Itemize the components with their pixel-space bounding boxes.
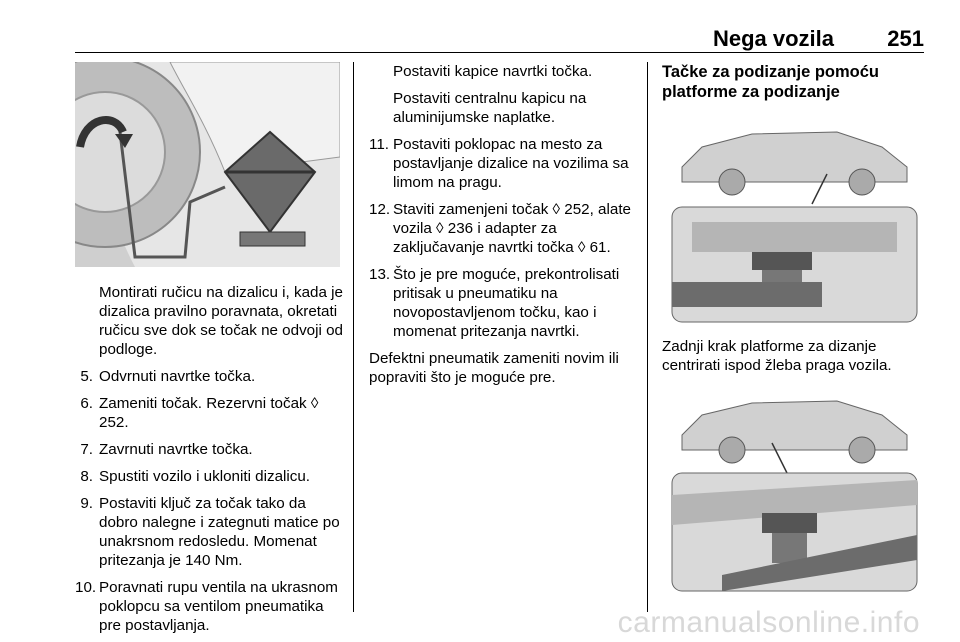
lift-caption: Zadnji krak platforme za dizanje centrirati ispod žleba praga vozila. — [662, 338, 892, 374]
step-text: Zavrnuti navrtke točka. — [99, 441, 253, 458]
steps-list-middle — [369, 135, 639, 341]
step-text: Poravnati rupu ventila na ukrasnom poklopcu sa ventilom pneumatika pre postavljanja. — [99, 579, 338, 634]
step-item — [369, 265, 639, 341]
step-number: 6. — [80, 395, 93, 412]
step-number: 12. — [369, 201, 391, 218]
step-text: Što je pre moguće, prekontrolisati pritisak u pneumatiku na novopostavljenom točku, kao i momenat pritezanja navrtki. — [393, 266, 620, 340]
page-header — [75, 22, 924, 53]
step-text: Odvrnuti navrtke točka. — [99, 368, 256, 385]
section-title: Nega vozila — [712, 26, 834, 51]
step-text: Postaviti ključ za točak tako da dobro nalegne i zategnuti matice po unakrsnom redosledu. Momenat pritezanja je 140 Nm. — [99, 495, 340, 569]
step-number: 10. — [75, 579, 97, 596]
step-number: 13. — [369, 266, 391, 283]
column-right — [662, 62, 932, 595]
step-item — [369, 135, 639, 192]
column-left — [75, 62, 345, 635]
continuation-line-1: Postaviti kapice navrtki točka. — [393, 63, 593, 80]
watermark: carmanualsonline.info — [617, 606, 920, 639]
step-text: Postaviti poklopac na mesto za postavljanje dizalice na vozilima sa limom na pragu. — [393, 136, 629, 191]
column-divider — [647, 62, 648, 612]
step-item — [75, 440, 345, 459]
column-divider — [353, 62, 354, 612]
step-item — [369, 200, 639, 257]
closing-paragraph: Defektni pneumatik zameniti novim ili popraviti što je moguće pre. — [369, 350, 619, 386]
step-text: Zameniti točak. Rezervni točak ◊ 252. — [99, 395, 319, 431]
step-number: 11. — [369, 136, 389, 153]
jack-caption: Montirati ručicu na dizalicu i, kada je dizalica pravilno poravnata, okretati ručicu sve dok se točak ne odvoji od podloge. — [99, 284, 343, 358]
step-item — [75, 494, 345, 570]
jack-drawing — [75, 62, 340, 267]
continuation-line-2: Postaviti centralnu kapicu na aluminijumske naplatke. — [393, 90, 587, 126]
jack-illustration — [75, 62, 340, 267]
column-middle — [369, 62, 639, 387]
steps-list-left — [75, 367, 345, 635]
lift-point-illustration-bottom — [662, 385, 927, 595]
step-text: Spustiti vozilo i ukloniti dizalicu. — [99, 468, 311, 485]
car-lift-drawing-bottom — [662, 385, 927, 595]
step-item — [75, 578, 345, 635]
lift-point-illustration-top — [662, 112, 927, 327]
step-number: 8. — [80, 468, 93, 485]
step-item — [75, 467, 345, 486]
car-lift-drawing-top — [662, 112, 927, 327]
section-heading: Tačke za podizanje pomoću platforme za podizanje — [662, 63, 879, 101]
step-number: 9. — [80, 495, 93, 512]
step-number: 7. — [80, 441, 93, 458]
step-item — [75, 394, 345, 432]
page-number: 251 — [887, 26, 924, 51]
step-item — [75, 367, 345, 386]
step-text: Staviti zamenjeni točak ◊ 252, alate vozila ◊ 236 i adapter za zaključavanje navrtki točka ◊ 61. — [393, 201, 631, 256]
step-number: 5. — [80, 368, 93, 385]
